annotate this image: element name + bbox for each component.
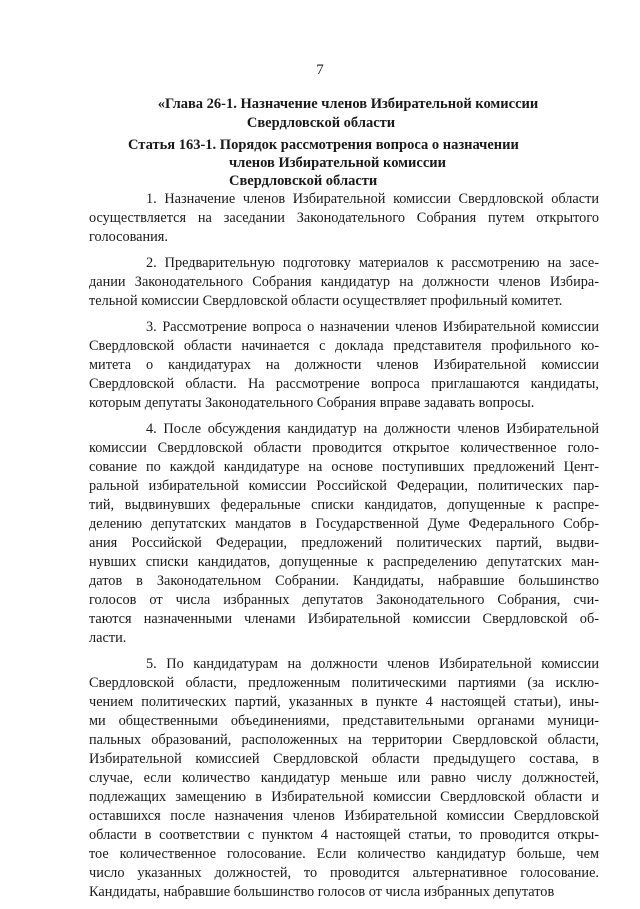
paragraph-line: дании Законодательного Собрания кандидатур на должности членов Избира- bbox=[89, 274, 599, 290]
article-title bbox=[0, 136, 640, 190]
paragraph-line: 3. Рассмотрение вопроса о назначении членов Избирательной комиссии bbox=[146, 319, 599, 335]
paragraph-line: чением политических партий, указанных в пункте 4 настоящей статьи), ины- bbox=[89, 694, 599, 710]
paragraph-line: нувших списки кандидатов, допущенные к распределению депутатских ман- bbox=[89, 554, 599, 570]
paragraph-line: число указанных должностей, то проводится альтернативное голосование. bbox=[89, 865, 599, 881]
paragraph-line: митета о кандидатурах на должности членов Избирательной комиссии bbox=[89, 357, 599, 373]
paragraph-line: Избирательной комиссией Свердловской области предыдущего состава, в bbox=[89, 751, 599, 767]
paragraph-3 bbox=[89, 318, 599, 413]
paragraph-line: голосования. bbox=[89, 229, 168, 245]
chapter-title-line: Свердловской области bbox=[246, 115, 396, 131]
paragraph-line: 2. Предварительную подготовку материалов к рассмотрению на засе- bbox=[146, 255, 599, 271]
paragraph-line: осуществляется на заседании Законодательного Собрания путем открытого bbox=[89, 210, 599, 226]
paragraph-line: Свердловской области начинается с доклада представителя профильного ко- bbox=[89, 338, 599, 354]
paragraph-2 bbox=[89, 254, 599, 311]
paragraph-line: 4. После обсуждения кандидатур на должности членов Избирательной bbox=[146, 421, 599, 437]
document-body bbox=[89, 190, 599, 909]
paragraph-line: Свердловской области. На рассмотрение вопроса приглашаются кандидаты, bbox=[89, 376, 599, 392]
paragraph-line: 1. Назначение членов Избирательной комиссии Свердловской области bbox=[146, 191, 599, 207]
paragraph-line: области в соответствии с пунктом 4 настоящей статьи, то проводится откры- bbox=[89, 827, 599, 843]
paragraph-line: делению депутатских мандатов в Государственной Думе Федерального Собр- bbox=[89, 516, 599, 532]
paragraph-line: голосов от числа избранных депутатов Законодательного Собрания, счи- bbox=[89, 592, 599, 608]
paragraph-line: подлежащих замещению в Избирательной комиссии Свердловской области и bbox=[89, 789, 599, 805]
paragraph-line: таются назначенными членами Избирательной комиссии Свердловской об- bbox=[89, 611, 599, 627]
paragraph-1 bbox=[89, 190, 599, 247]
paragraph-line: которым депутаты Законодательного Собрания вправе задавать вопросы. bbox=[89, 395, 535, 411]
article-title-line: Свердловской области bbox=[229, 173, 378, 189]
paragraph-line: оставшихся после назначения членов Избирательной комиссии Свердловской bbox=[89, 808, 599, 824]
paragraph-5 bbox=[89, 655, 599, 902]
paragraph-line: тий, выдвинувших федеральные списки кандидатов, допущенные к распре- bbox=[89, 497, 599, 513]
article-title-line: Статья 163-1. Порядок рассмотрения вопроса о назначении bbox=[128, 137, 519, 153]
chapter-title bbox=[100, 95, 600, 133]
paragraph-line: тое количественное голосование. Если количество кандидатур больше, чем bbox=[89, 846, 599, 862]
paragraph-line: 5. По кандидатурам на должности членов Избирательной комиссии bbox=[146, 656, 599, 672]
paragraph-line: тельной комиссии Свердловской области осуществляет профильный комитет. bbox=[89, 293, 563, 309]
paragraph-line: датов в Законодательном Собрании. Кандидаты, набравшие большинство bbox=[89, 573, 599, 589]
chapter-title-line: «Глава 26-1. Назначение членов Избирательной комиссии bbox=[157, 96, 539, 112]
paragraph-line: Свердловской области, предложенным политическими партиями (за исклю- bbox=[89, 675, 599, 691]
page-number: 7 bbox=[316, 62, 324, 78]
paragraph-line: комиссии Свердловской области проводится открытое количественное голо- bbox=[89, 440, 599, 456]
paragraph-line: ания Российской Федерации, предложений политических партий, выдви- bbox=[89, 535, 599, 551]
paragraph-line: ми общественными объединениями, представительными органами муници- bbox=[89, 713, 599, 729]
paragraph-line: случае, если количество кандидатур меньше или равно числу должностей, bbox=[89, 770, 599, 786]
paragraph-line: Кандидаты, набравшие большинство голосов от числа избранных депутатов bbox=[89, 884, 555, 900]
paragraph-line: ласти. bbox=[89, 630, 127, 646]
paragraph-line: пальных образований, расположенных на территории Свердловской области, bbox=[89, 732, 599, 748]
paragraph-line: ральной избирательной комиссии Российской Федерации, политических пар- bbox=[89, 478, 599, 494]
paragraph-line: сование по каждой кандидатуре на основе поступивших предложений Цент- bbox=[89, 459, 599, 475]
article-title-line: членов Избирательной комиссии bbox=[229, 155, 446, 171]
paragraph-4 bbox=[89, 420, 599, 648]
